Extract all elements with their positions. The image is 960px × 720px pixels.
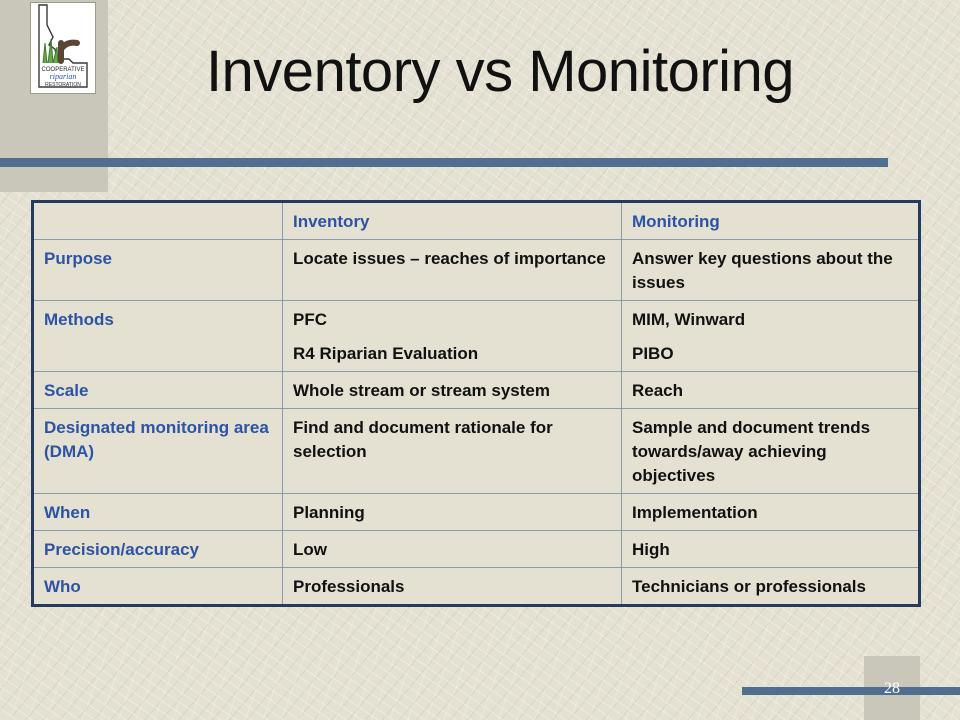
inventory-cell [283,240,622,301]
inventory-cell [283,531,622,568]
inventory-cell-text: Whole stream or stream system [293,381,550,400]
inventory-cell [283,494,622,531]
monitoring-cell-text: Implementation [632,503,758,522]
monitoring-cell [622,494,920,531]
row-label: Scale [33,372,283,409]
inventory-cell [283,409,622,494]
inventory-cell [283,372,622,409]
table-row [33,301,920,372]
inventory-cell-text: PFC [293,310,327,329]
inventory-cell [283,301,622,372]
table-header-row [33,202,920,240]
inventory-cell-text: Locate issues – reaches of importance [293,249,606,268]
table-row [33,372,920,409]
row-label: Purpose [33,240,283,301]
table-row [33,531,920,568]
header-cell-monitoring: Monitoring [622,202,920,240]
monitoring-cell-text: Reach [632,381,684,400]
monitoring-cell [622,409,920,494]
footer-accent-bar [742,687,960,695]
table-row [33,568,920,606]
monitoring-cell-text: Sample and document trends towards/away achieving objectives [632,418,871,485]
table-row [33,240,920,301]
monitoring-cell-text: PIBO [632,344,674,363]
inventory-cell-text: Low [293,540,327,559]
row-label: Designated monitoring area (DMA) [33,409,283,494]
table-row [33,409,920,494]
page-number: 28 [884,680,900,697]
comparison-table [31,200,921,607]
row-label: When [33,494,283,531]
inventory-cell-text: R4 Riparian Evaluation [293,344,479,363]
monitoring-cell [622,568,920,606]
inventory-cell-text: Planning [293,503,365,522]
table-row [33,494,920,531]
logo-text-riparian: riparian [49,72,77,81]
logo-text-cooperative: COOPERATIVE [41,67,85,73]
logo-text-restoration: RESTORATION [45,82,81,88]
header-cell-inventory: Inventory [283,202,622,240]
inventory-cell-text: Find and document rationale for selection [293,418,553,461]
monitoring-cell [622,240,920,301]
monitoring-cell [622,531,920,568]
slide-title: Inventory vs Monitoring [205,39,795,104]
monitoring-cell [622,372,920,409]
row-label: Who [33,568,283,606]
monitoring-cell [622,301,920,372]
monitoring-cell-text: Answer key questions about the issues [632,249,893,292]
table-body [33,240,920,606]
title-underline-bar [0,158,888,167]
inventory-cell-text: Professionals [293,577,405,596]
monitoring-cell-text: High [632,540,670,559]
monitoring-cell-text: Technicians or professionals [632,577,866,596]
row-label: Methods [33,301,283,372]
monitoring-cell-text: MIM, Winward [632,310,746,329]
row-label: Precision/accuracy [33,531,283,568]
inventory-cell [283,568,622,606]
header-cell-empty [33,202,283,240]
